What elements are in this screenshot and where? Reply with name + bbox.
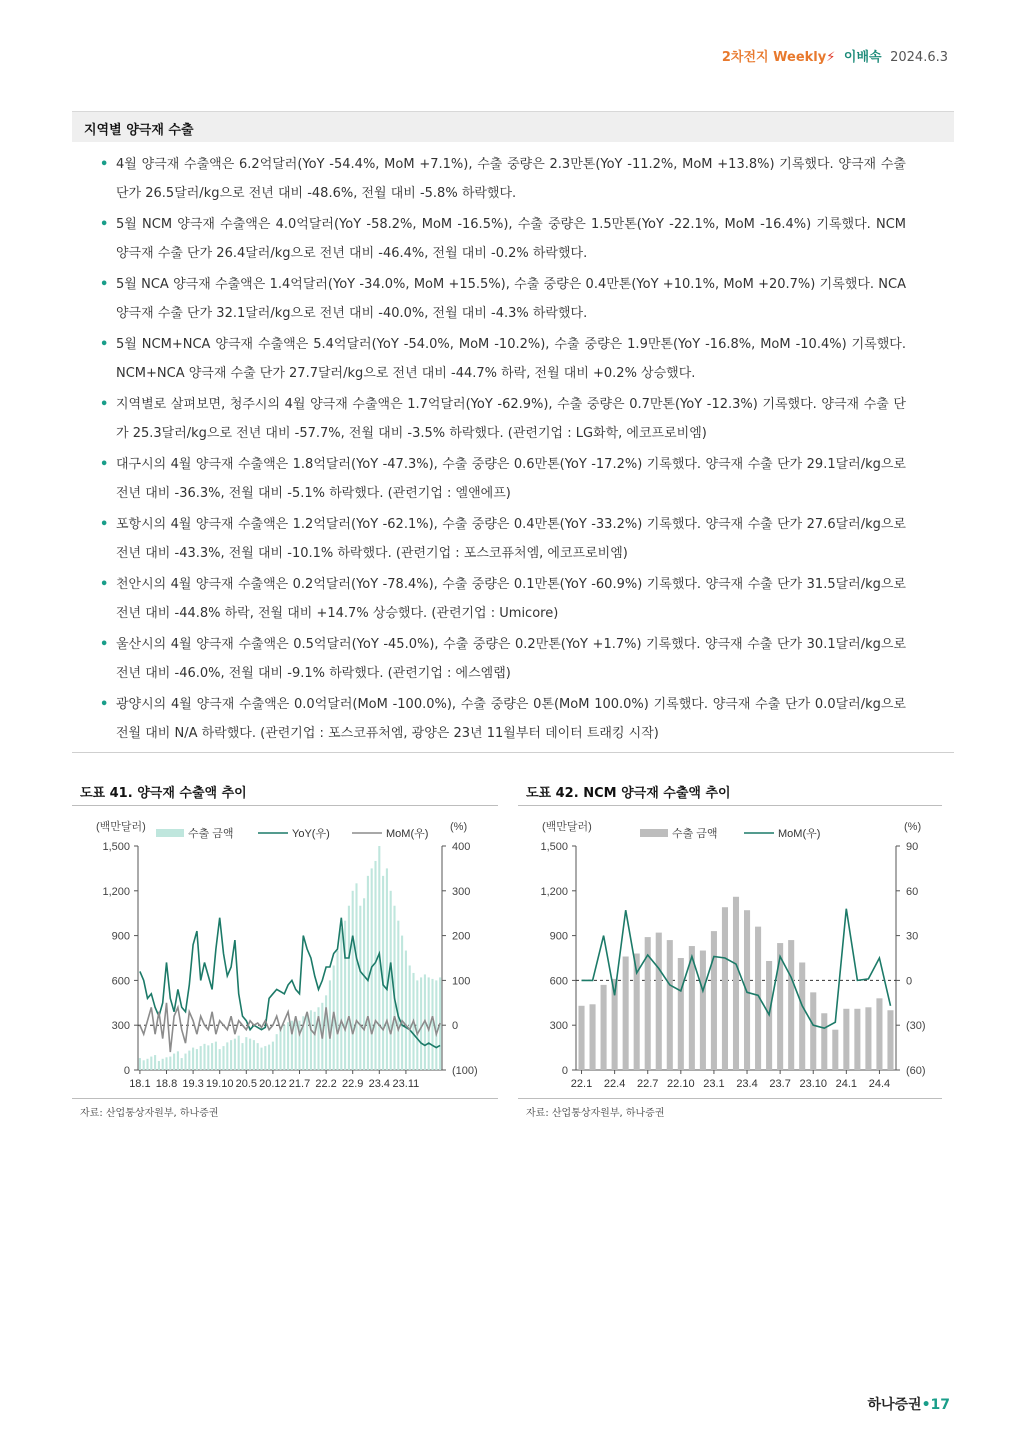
figure-41-title: 도표 41. 양극재 수출액 추이 [80, 786, 247, 801]
bar [363, 898, 365, 1070]
footer-dot: • [921, 1397, 931, 1413]
bar [150, 1057, 152, 1070]
bar [207, 1045, 209, 1070]
bar [310, 1010, 312, 1070]
left-tick-label: 300 [549, 1020, 568, 1033]
list-item: • 5월 NCM 양극재 수출액은 4.0억달러(YoY -58.2%, MoM -16.5%), 수출 중량은 1.5만톤(YoY -22.1%, MoM -16.4%) 기록했다. NCM 양극재 수출 단가 26.4달러/kg으로 전년 대비 -46.4%, 전월 대비 -0.2% 하락했다. [100, 210, 906, 268]
list-item: • 지역별로 살펴보면, 청주시의 4월 양극재 수출액은 1.7억달러(YoY -62.9%), 수출 중량은 0.7만톤(YoY -12.3%) 기록했다. 양극재 수출 단가 25.3달러/kg으로 전년 대비 -57.7%, 전월 대비 -3.5% 하락했다. (관련기업 : LG화학, 에코프로비엠) [100, 390, 906, 448]
bar [143, 1060, 145, 1070]
legend-label: 수출 금액 [672, 828, 718, 840]
bullet-icon: • [100, 217, 109, 232]
figure-41-source: 자료: 산업통상자원부, 하나증권 [80, 1108, 219, 1119]
right-tick-label: 300 [452, 885, 471, 898]
section-title: 지역별 양극재 수출 [84, 123, 194, 138]
bar [329, 980, 331, 1070]
right-tick-label: 400 [452, 841, 471, 853]
figure-41-rule [72, 805, 498, 806]
bar [264, 1046, 266, 1070]
bullet-icon: • [100, 577, 109, 592]
bar [257, 1043, 259, 1070]
right-tick-label: 100 [452, 975, 471, 988]
left-tick-label: 600 [111, 975, 130, 988]
figure-41-chart [72, 808, 498, 1094]
legend-swatch [156, 829, 184, 837]
bar [260, 1048, 262, 1070]
bar [200, 1046, 202, 1070]
legend-label: MoM(우) [778, 828, 821, 840]
x-tick-label: 22.9 [341, 1078, 364, 1090]
right-tick-label: 0 [906, 975, 913, 988]
bar [184, 1054, 186, 1070]
x-tick-label: 23.1 [703, 1078, 725, 1090]
bar [306, 1013, 308, 1070]
bar [314, 1012, 316, 1070]
bar [245, 1037, 247, 1070]
figure-42-rule [518, 805, 942, 806]
left-tick-label: 0 [123, 1065, 130, 1077]
figure-42-source: 자료: 산업통상자원부, 하나증권 [526, 1108, 665, 1119]
bar [348, 906, 350, 1070]
bar [139, 1058, 141, 1070]
bar [409, 965, 411, 1070]
bar [744, 910, 750, 1070]
report-date: 2024.6.3 [890, 50, 948, 65]
list-item: • 천안시의 4월 양극재 수출액은 0.2억달러(YoY -78.4%), 수출 중량은 0.1만톤(YoY -60.9%) 기록했다. 양극재 수출 단가 31.5달러/kg으로 전년 대비 -44.8% 하락, 전월 대비 +14.7% 상승했다. (관련기업 : Umicore) [100, 570, 906, 628]
bar [336, 951, 338, 1070]
bar [843, 1009, 849, 1070]
bar [810, 992, 816, 1070]
bar [279, 1028, 281, 1070]
bar [241, 1043, 243, 1070]
bar [420, 977, 422, 1070]
bar [211, 1043, 213, 1070]
bar [169, 1057, 171, 1070]
bar [276, 1034, 278, 1070]
bar [222, 1046, 224, 1070]
bar [234, 1039, 236, 1070]
left-tick-label: 1,200 [540, 885, 568, 898]
bar [268, 1045, 270, 1070]
bar [678, 958, 684, 1070]
bar [158, 1061, 160, 1070]
x-tick-label: 18.1 [129, 1078, 151, 1090]
section-divider [72, 752, 954, 753]
bar [355, 883, 357, 1070]
x-tick-label: 22.4 [603, 1078, 626, 1090]
list-item: • 울산시의 4월 양극재 수출액은 0.5억달러(YoY -45.0%), 수출 중량은 0.2만톤(YoY +1.7%) 기록했다. 양극재 수출 단가 30.1달러/kg으로 전년 대비 -46.0%, 전월 대비 -9.1% 하락했다. (관련기업 : 에스엠랩) [100, 630, 906, 688]
x-tick-label: 22.10 [667, 1078, 695, 1090]
bar [287, 1022, 289, 1070]
list-item: • 4월 양극재 수출액은 6.2억달러(YoY -54.4%, MoM +7.1%), 수출 중량은 2.3만톤(YoY -11.2%, MoM +13.8%) 기록했다. 양극재 수출 단가 26.5달러/kg으로 전년 대비 -48.6%, 전월 대비 -5.8% 하락했다. [100, 150, 906, 208]
bar [203, 1044, 205, 1070]
left-tick-label: 0 [561, 1065, 568, 1077]
x-tick-label: 23.7 [769, 1078, 791, 1090]
page-number: 17 [930, 1397, 950, 1413]
page-header [722, 46, 948, 65]
right-tick-label: (60) [906, 1065, 926, 1077]
bar [367, 876, 369, 1070]
bullet-icon: • [100, 157, 109, 172]
bar [192, 1048, 194, 1070]
bullet-list [100, 150, 906, 750]
bar [352, 891, 354, 1070]
bar [238, 1036, 240, 1070]
bar [431, 979, 433, 1070]
bar [799, 962, 805, 1070]
bar [788, 940, 794, 1070]
figure-42-chart [518, 808, 942, 1094]
list-item: • 5월 NCM+NCA 양극재 수출액은 5.4억달러(YoY -54.0%, MoM -10.2%), 수출 중량은 1.9만톤(YoY -16.8%, MoM -10.4%) 기록했다. NCM+NCA 양극재 수출 단가 27.7달러/kg으로 전년 대비 -44.7% 하락, 전월 대비 +0.2% 상승했다. [100, 330, 906, 388]
bullet-icon: • [100, 637, 109, 652]
bar [656, 933, 662, 1070]
bar [359, 906, 361, 1070]
x-tick-label: 19.3 [182, 1078, 204, 1090]
bar [386, 868, 388, 1070]
legend-label: 수출 금액 [188, 828, 234, 840]
left-tick-label: 1,200 [102, 885, 130, 898]
x-tick-label: 20.12 [259, 1078, 287, 1090]
bar [272, 1042, 274, 1070]
left-unit-label: (백만달러) [96, 821, 146, 833]
right-tick-label: 60 [906, 885, 919, 898]
bullet-icon: • [100, 517, 109, 532]
bar [196, 1049, 198, 1070]
bullet-icon: • [100, 337, 109, 352]
bar [283, 1025, 285, 1070]
figure-42-title: 도표 42. NCM 양극재 수출액 추이 [526, 786, 731, 801]
x-tick-label: 22.2 [315, 1078, 337, 1090]
bullet-icon: • [100, 457, 109, 472]
bar [590, 1004, 596, 1070]
bar [226, 1042, 228, 1070]
bar [832, 1030, 838, 1070]
bullet-icon: • [100, 397, 109, 412]
bar [401, 936, 403, 1070]
x-tick-label: 23.11 [392, 1078, 420, 1090]
section-header [72, 111, 954, 142]
bar [374, 861, 376, 1070]
x-tick-label: 20.5 [235, 1078, 258, 1090]
bolt-icon: ⚡ [826, 50, 836, 65]
right-tick-label: 30 [906, 930, 919, 943]
figure-41-bottom-rule [72, 1098, 498, 1099]
list-item: • 광양시의 4월 양극재 수출액은 0.0억달러(MoM -100.0%), 수출 중량은 0톤(MoM 100.0%) 기록했다. 양극재 수출 단가 0.0달러/kg으로 전월 대비 N/A 하락했다. (관련기업 : 포스코퓨처엠, 광양은 23년 11월부터 데이터 트래킹 시작) [100, 690, 906, 748]
right-tick-label: 200 [452, 930, 471, 943]
bar [854, 1009, 860, 1070]
x-tick-label: 23.10 [799, 1078, 828, 1090]
page-footer [867, 1394, 950, 1414]
bar [667, 940, 673, 1070]
x-tick-label: 22.1 [570, 1078, 593, 1090]
bar [722, 907, 728, 1070]
bar [173, 1054, 175, 1070]
bar [295, 1019, 297, 1070]
bar [165, 1057, 167, 1070]
bar [887, 1010, 893, 1070]
list-item: • 5월 NCA 양극재 수출액은 1.4억달러(YoY -34.0%, MoM +15.5%), 수출 중량은 0.4만톤(YoY +10.1%, MoM +20.7%) 기록했다. NCA 양극재 수출 단가 32.1달러/kg으로 전년 대비 -40.0%, 전월 대비 -4.3% 하락했다. [100, 270, 906, 328]
x-tick-label: 21.7 [288, 1078, 311, 1090]
report-title: 2차전지 Weekly [721, 50, 827, 65]
bar [390, 891, 392, 1070]
bar [162, 1059, 164, 1070]
left-tick-label: 1,500 [540, 841, 568, 853]
right-unit-label: (%) [450, 821, 468, 833]
x-tick-label: 24.1 [835, 1078, 858, 1090]
bar [711, 931, 717, 1070]
bar [865, 1007, 871, 1070]
left-tick-label: 300 [111, 1020, 130, 1033]
bar [700, 951, 706, 1070]
bullet-icon: • [100, 697, 109, 712]
left-tick-label: 1,500 [102, 841, 130, 853]
footer-brand: 하나증권 [867, 1397, 922, 1413]
legend-label: YoY(우) [292, 828, 330, 840]
right-tick-label: 90 [906, 841, 919, 853]
bar [253, 1040, 255, 1070]
bar [249, 1039, 251, 1070]
bar [188, 1051, 190, 1070]
bar [428, 977, 430, 1070]
bar [219, 1049, 221, 1070]
bullet-icon: • [100, 277, 109, 292]
bar [146, 1059, 148, 1070]
bar [405, 951, 407, 1070]
right-tick-label: (100) [452, 1065, 478, 1077]
bar [325, 995, 327, 1070]
analyst-name: 이배속 [843, 50, 882, 65]
right-tick-label: (30) [906, 1020, 926, 1033]
bar [397, 921, 399, 1070]
bar [876, 998, 882, 1070]
x-tick-label: 19.10 [205, 1078, 234, 1090]
x-tick-label: 23.4 [736, 1078, 758, 1090]
left-tick-label: 600 [549, 975, 568, 988]
figure-42-bottom-rule [518, 1098, 942, 1099]
bar [578, 1006, 584, 1070]
bar [177, 1051, 179, 1070]
list-item: • 포항시의 4월 양극재 수출액은 1.2억달러(YoY -62.1%), 수출 중량은 0.4만톤(YoY -33.2%) 기록했다. 양극재 수출 단가 27.6달러/kg으로 전년 대비 -43.3%, 전월 대비 -10.1% 하락했다. (관련기업 : 포스코퓨처엠, 에코프로비엠) [100, 510, 906, 568]
bar [181, 1058, 183, 1070]
left-tick-label: 900 [549, 930, 568, 943]
x-tick-label: 18.8 [155, 1078, 178, 1090]
bar [601, 985, 607, 1070]
list-item: • 대구시의 4월 양극재 수출액은 1.8억달러(YoY -47.3%), 수출 중량은 0.6만톤(YoY -17.2%) 기록했다. 양극재 수출 단가 29.1달러/kg으로 전년 대비 -36.3%, 전월 대비 -5.1% 하락했다. (관련기업 : 엘앤에프) [100, 450, 906, 508]
bar [416, 980, 418, 1070]
x-tick-label: 24.4 [868, 1078, 891, 1090]
legend-swatch [640, 829, 668, 837]
bar [623, 957, 629, 1070]
bar [733, 897, 739, 1070]
left-unit-label: (백만달러) [542, 821, 592, 833]
bar [435, 980, 437, 1070]
bar [215, 1042, 217, 1070]
right-unit-label: (%) [904, 821, 922, 833]
bar [340, 928, 342, 1070]
bar [230, 1040, 232, 1070]
left-tick-label: 900 [111, 930, 130, 943]
bar [821, 1013, 827, 1070]
right-tick-label: 0 [452, 1020, 459, 1033]
x-tick-label: 23.4 [368, 1078, 391, 1090]
bar [154, 1055, 156, 1070]
legend-label: MoM(우) [386, 828, 429, 840]
x-tick-label: 22.7 [637, 1078, 659, 1090]
